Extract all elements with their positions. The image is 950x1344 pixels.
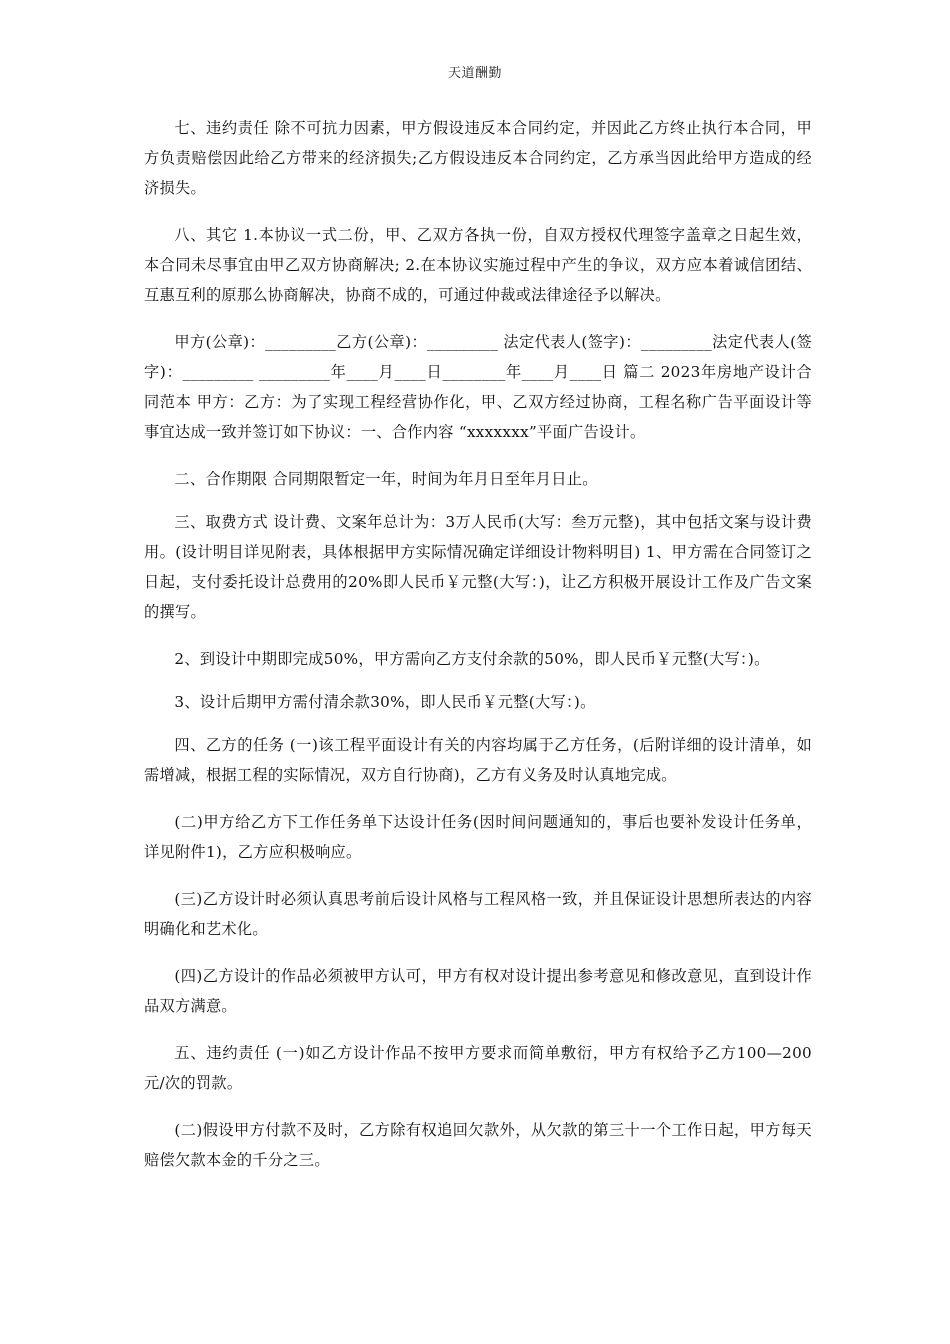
paragraph-cooperation-period: 二、合作期限 合同期限暂定一年，时间为年月日至年月日止。 [174, 470, 598, 488]
paragraph-design-approval: (四)乙方设计的作品必须被甲方认可，甲方有权对设计提出参考意见和修改意见，直到设计作品双方满意。 [144, 967, 812, 1015]
paragraph-party-b-tasks: 四、乙方的任务 (一)该工程平面设计有关的内容均属于乙方任务，(后附详细的设计清单，如需增减，根据工程的实际情况，双方自行协商)，乙方有义务及时认真地完成。 [144, 736, 812, 784]
page-header: 天道酬勤 [447, 66, 502, 81]
paragraph-other-terms: 八、其它 1.本协议一式二份，甲、乙双方各执一份，自双方授权代理签字盖章之日起生效，本合同未尽事宜由甲乙双方协商解决; 2.在本协议实施过程中产生的争议，双方应本着诚信团结、互惠互利的原那么协商解决，协商不成的，可通过仲裁或法律途径予以解决。 [144, 226, 812, 304]
paragraph-final-payment: 3、设计后期甲方需付清余款30%，即人民币￥元整(大写：)。 [174, 693, 596, 711]
paragraph-breach-penalty: 五、违约责任 (一)如乙方设计作品不按甲方要求而简单敷衍，甲方有权给予乙方100—200元/次的罚款。 [144, 1044, 812, 1092]
paragraph-task-order: (二)甲方给乙方下工作任务单下达设计任务(因时间问题通知的，事后也要补发设计任务单，详见附件1)，乙方应积极响应。 [144, 813, 812, 861]
paragraph-signatures-and-contract-two: 甲方(公章)：_________乙方(公章)：_________ 法定代表人(签字)：_________法定代表人(签字)：_________ _________年____月____日________年____月____日 篇二 2023年房地产设计合同范本 甲方：乙方：为了实现工程经营协作化，甲、乙双方经过协商，工程名称广告平面设计等事宜达成一致并签订如下协议：一、合作内容 “xxxxxxx”平面广告设计。 [144, 333, 812, 441]
document-body [144, 113, 812, 1192]
paragraph-mid-payment: 2、到设计中期即完成50%，甲方需向乙方支付余款的50%，即人民币￥元整(大写：)。 [174, 650, 770, 668]
paragraph-fee-method: 三、取费方式 设计费、文案年总计为：3万人民币(大写：叁万元整)，其中包括文案与设计费用。(设计明目详见附表，具体根据甲方实际情况确定详细设计物料明目) 1、甲方需在合同签订之日起，支付委托设计总费用的20%即人民币￥元整(大写：)，让乙方积极开展设计工作及广告文案的撰写。 [144, 513, 812, 621]
paragraph-design-consistency: (三)乙方设计时必须认真思考前后设计风格与工程风格一致，并且保证设计思想所表达的内容明确化和艺术化。 [144, 890, 812, 938]
paragraph-breach-liability: 七、违约责任 除不可抗力因素，甲方假设违反本合同约定，并因此乙方终止执行本合同，甲方负责赔偿因此给乙方带来的经济损失;乙方假设违反本合同约定，乙方承当因此给甲方造成的经济损失。 [144, 119, 812, 197]
paragraph-late-payment: (二)假设甲方付款不及时，乙方除有权追回欠款外，从欠款的第三十一个工作日起，甲方每天赔偿欠款本金的千分之三。 [144, 1121, 812, 1169]
